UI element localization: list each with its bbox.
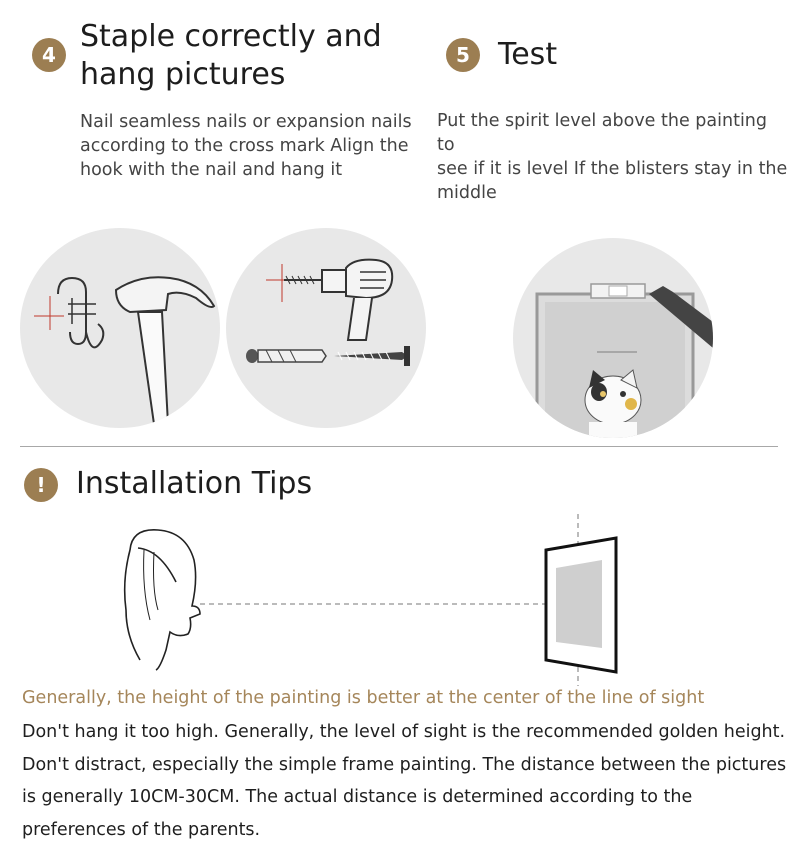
tips-title: Installation Tips — [76, 466, 313, 501]
step-4-desc-line1: Nail seamless nails or expansion nails — [80, 112, 412, 132]
step-5-desc-line1: Put the spirit level above the painting to — [437, 111, 768, 155]
step-5-badge — [446, 38, 480, 72]
spirit-level-illustration — [513, 238, 713, 438]
tips-highlight: Generally, the height of the painting is better at the center of the line of sight — [22, 688, 705, 708]
step-4-desc-line3: hook with the nail and hang it — [80, 160, 343, 180]
step-4-description — [80, 110, 412, 182]
step-5-title: Test — [498, 37, 558, 72]
painting-with-level-icon — [513, 238, 713, 438]
drill-icon — [226, 228, 426, 428]
step-4-title — [80, 18, 382, 94]
hook-hammer-illustration — [20, 228, 220, 428]
step-4-desc-line2: according to the cross mark Align the — [80, 136, 409, 156]
tips-body: Don't hang it too high. Generally, the level of sight is the recommended golden height. Don't distract, especially the simple frame painting. The distance between the pictures is generally 10CM-30CM. The actual distance is determined according to the preferences of the parents. — [22, 722, 787, 840]
step-5-description — [437, 109, 790, 205]
step-4-badge — [32, 38, 66, 72]
section-divider — [20, 446, 778, 447]
hammer-icon — [20, 228, 220, 428]
step-5-desc-line3: middle — [437, 183, 497, 203]
tips-warning-icon — [24, 468, 58, 502]
step-4-title-line2: hang pictures — [80, 57, 286, 92]
step-4-number: 4 — [42, 43, 56, 67]
step-5-number: 5 — [456, 43, 470, 67]
step-4-title-line1: Staple correctly and — [80, 19, 382, 54]
sight-line-illustration — [100, 510, 640, 690]
person-head-icon — [125, 530, 200, 670]
exclamation-icon: ! — [36, 473, 46, 497]
step-5-desc-line2: see if it is level If the blisters stay in the — [437, 159, 788, 179]
drill-anchor-illustration — [226, 228, 426, 428]
